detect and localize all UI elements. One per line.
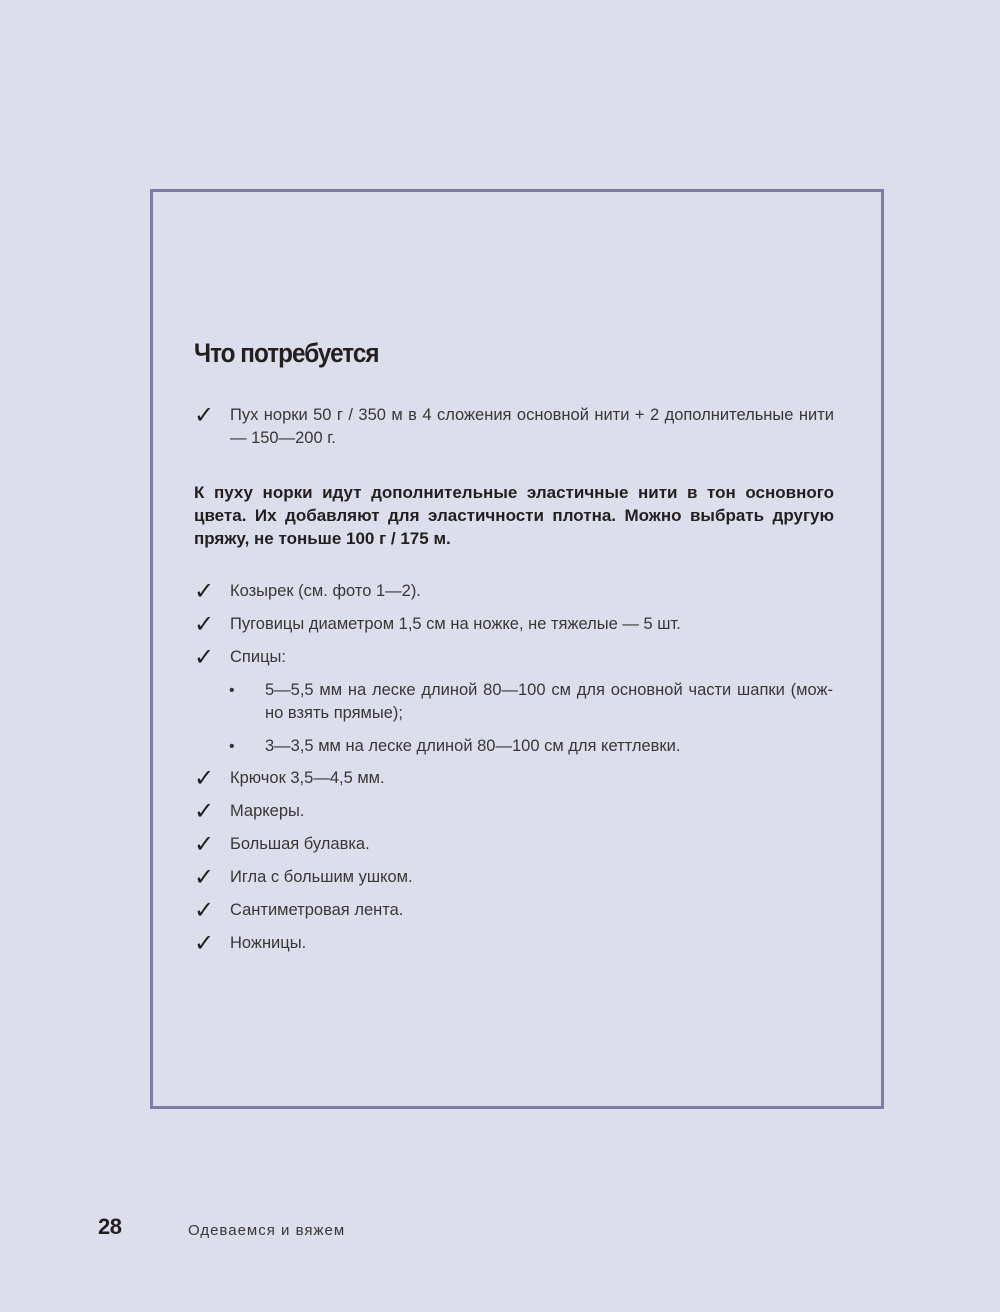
list-item-text: Игла с большим ушком. — [230, 868, 413, 886]
sub-list-item-text: 3—3,5 мм на леске длиной 80—100 см для кеттлевки. — [265, 737, 681, 755]
list-item — [194, 830, 834, 858]
check-icon: ✓ — [194, 610, 215, 638]
list-item — [194, 863, 834, 891]
check-icon: ✓ — [194, 643, 215, 671]
check-icon: ✓ — [194, 929, 215, 957]
check-icon: ✓ — [194, 830, 215, 858]
list-item-intro — [194, 401, 834, 450]
list-item-text: Козырек (см. фото 1—2). — [230, 582, 421, 600]
sub-list-item — [229, 679, 833, 725]
list-item-text: Большая булавка. — [230, 835, 370, 853]
list-item — [194, 643, 834, 671]
list-item-text: Пуговицы диаметром 1,5 см на ножке, не тяжелые — 5 шт. — [230, 615, 681, 633]
list-item-text: Сантиметровая лента. — [230, 901, 404, 919]
list-item — [194, 929, 834, 957]
bullet-icon: • — [229, 738, 235, 755]
list-item-text: Спицы: — [230, 648, 286, 666]
list-item-text: Крючок 3,5—4,5 мм. — [230, 769, 385, 787]
page-number: 28 — [98, 1214, 122, 1239]
list-item — [194, 797, 834, 825]
check-icon: ✓ — [194, 896, 215, 924]
list-item — [194, 610, 834, 638]
check-icon: ✓ — [194, 764, 215, 792]
running-footer-title: Одеваемся и вяжем — [188, 1222, 346, 1239]
list-item-text: Пух норки 50 г / 350 м в 4 сложения основной нити + 2 дополнительные нити — 150—200 г. — [230, 406, 834, 447]
check-icon: ✓ — [194, 863, 215, 891]
list-item-text: Ножницы. — [230, 934, 307, 952]
sub-list-item — [229, 735, 833, 759]
list-item — [194, 896, 834, 924]
sub-list-item-text: 5—5,5 мм на леске длиной 80—100 см для основной части шапки (мож-но взять прямые); — [265, 681, 833, 722]
bullet-icon: • — [229, 682, 235, 699]
check-icon: ✓ — [194, 797, 215, 825]
list-item-text: Маркеры. — [230, 802, 305, 820]
section-heading: Что потребуется — [194, 338, 379, 368]
list-item — [194, 577, 834, 605]
check-icon: ✓ — [194, 401, 215, 429]
check-icon: ✓ — [194, 577, 215, 605]
list-item — [194, 764, 834, 792]
note-paragraph: К пуху норки идут дополнительные эластичные нити в тон основного цвета. Их добавляют для эластичности плотна. Можно выбрать другую пряжу, не тоньше 100 г / 175 м. — [194, 483, 834, 548]
